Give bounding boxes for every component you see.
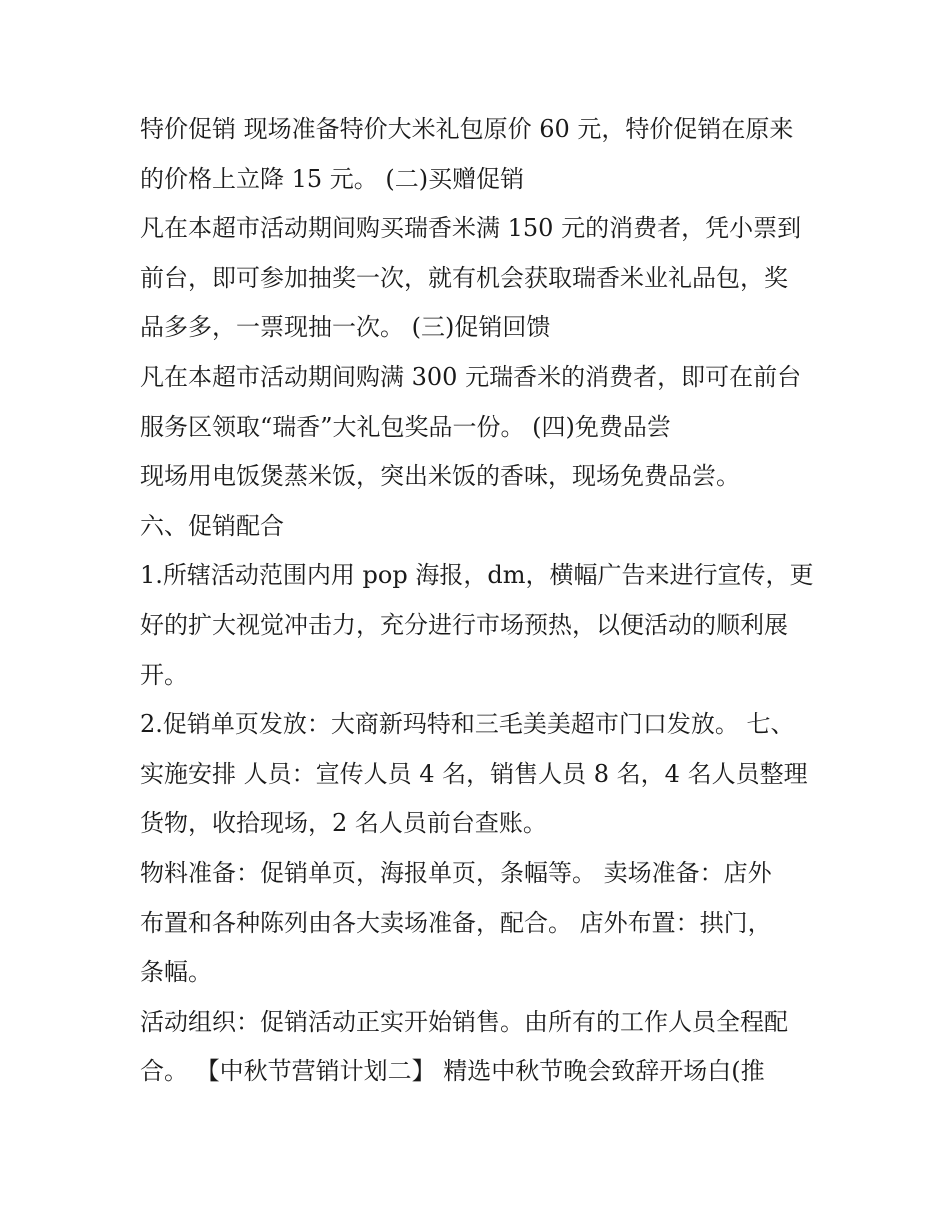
text-line: 合。 【中秋节营销计划二】 精选中秋节晚会致辞开场白(推 (140, 1057, 765, 1086)
text-line: 服务区领取“瑞香”大礼包奖品一份。 (四)免费品尝 (140, 412, 671, 441)
text-line: 好的扩大视觉冲击力，充分进行市场预热，以便活动的顺利展 (140, 610, 788, 639)
text-line: 凡在本超市活动期间购买瑞香米满 150 元的消费者，凭小票到 (140, 214, 802, 243)
text-line: 凡在本超市活动期间购满 300 元瑞香米的消费者，即可在前台 (140, 362, 802, 391)
text-line: 开。 (140, 660, 188, 689)
text-line: 的价格上立降 15 元。 (二)买赠促销 (140, 164, 525, 193)
text-line: 实施安排 人员：宣传人员 4 名，销售人员 8 名，4 名人员整理 (140, 759, 808, 788)
document-body (140, 105, 820, 1097)
text-line: 1.所辖活动范围内用 pop 海报，dm，横幅广告来进行宣传，更 (140, 561, 814, 590)
text-line: 货物，收拾现场，2 名人员前台查账。 (140, 809, 547, 838)
text-line: 物料准备：促销单页，海报单页，条幅等。 卖场准备：店外 (140, 858, 772, 887)
section-heading: 六、促销配合 (140, 511, 284, 540)
text-line: 现场用电饭煲蒸米饭，突出米饭的香味，现场免费品尝。 (140, 462, 740, 491)
text-line: 前台，即可参加抽奖一次，就有机会获取瑞香米业礼品包，奖 (140, 263, 788, 292)
text-line: 2.促销单页发放：大商新玛特和三毛美美超市门口发放。 七、 (140, 710, 795, 739)
text-line: 品多多，一票现抽一次。 (三)促销回馈 (140, 313, 551, 342)
text-line: 条幅。 (140, 958, 212, 987)
text-line: 布置和各种陈列由各大卖场准备，配合。 店外布置：拱门， (140, 908, 772, 937)
text-line: 活动组织：促销活动正实开始销售。由所有的工作人员全程配 (140, 1007, 788, 1036)
text-line: 特价促销 现场准备特价大米礼包原价 60 元，特价促销在原来 (140, 115, 794, 143)
